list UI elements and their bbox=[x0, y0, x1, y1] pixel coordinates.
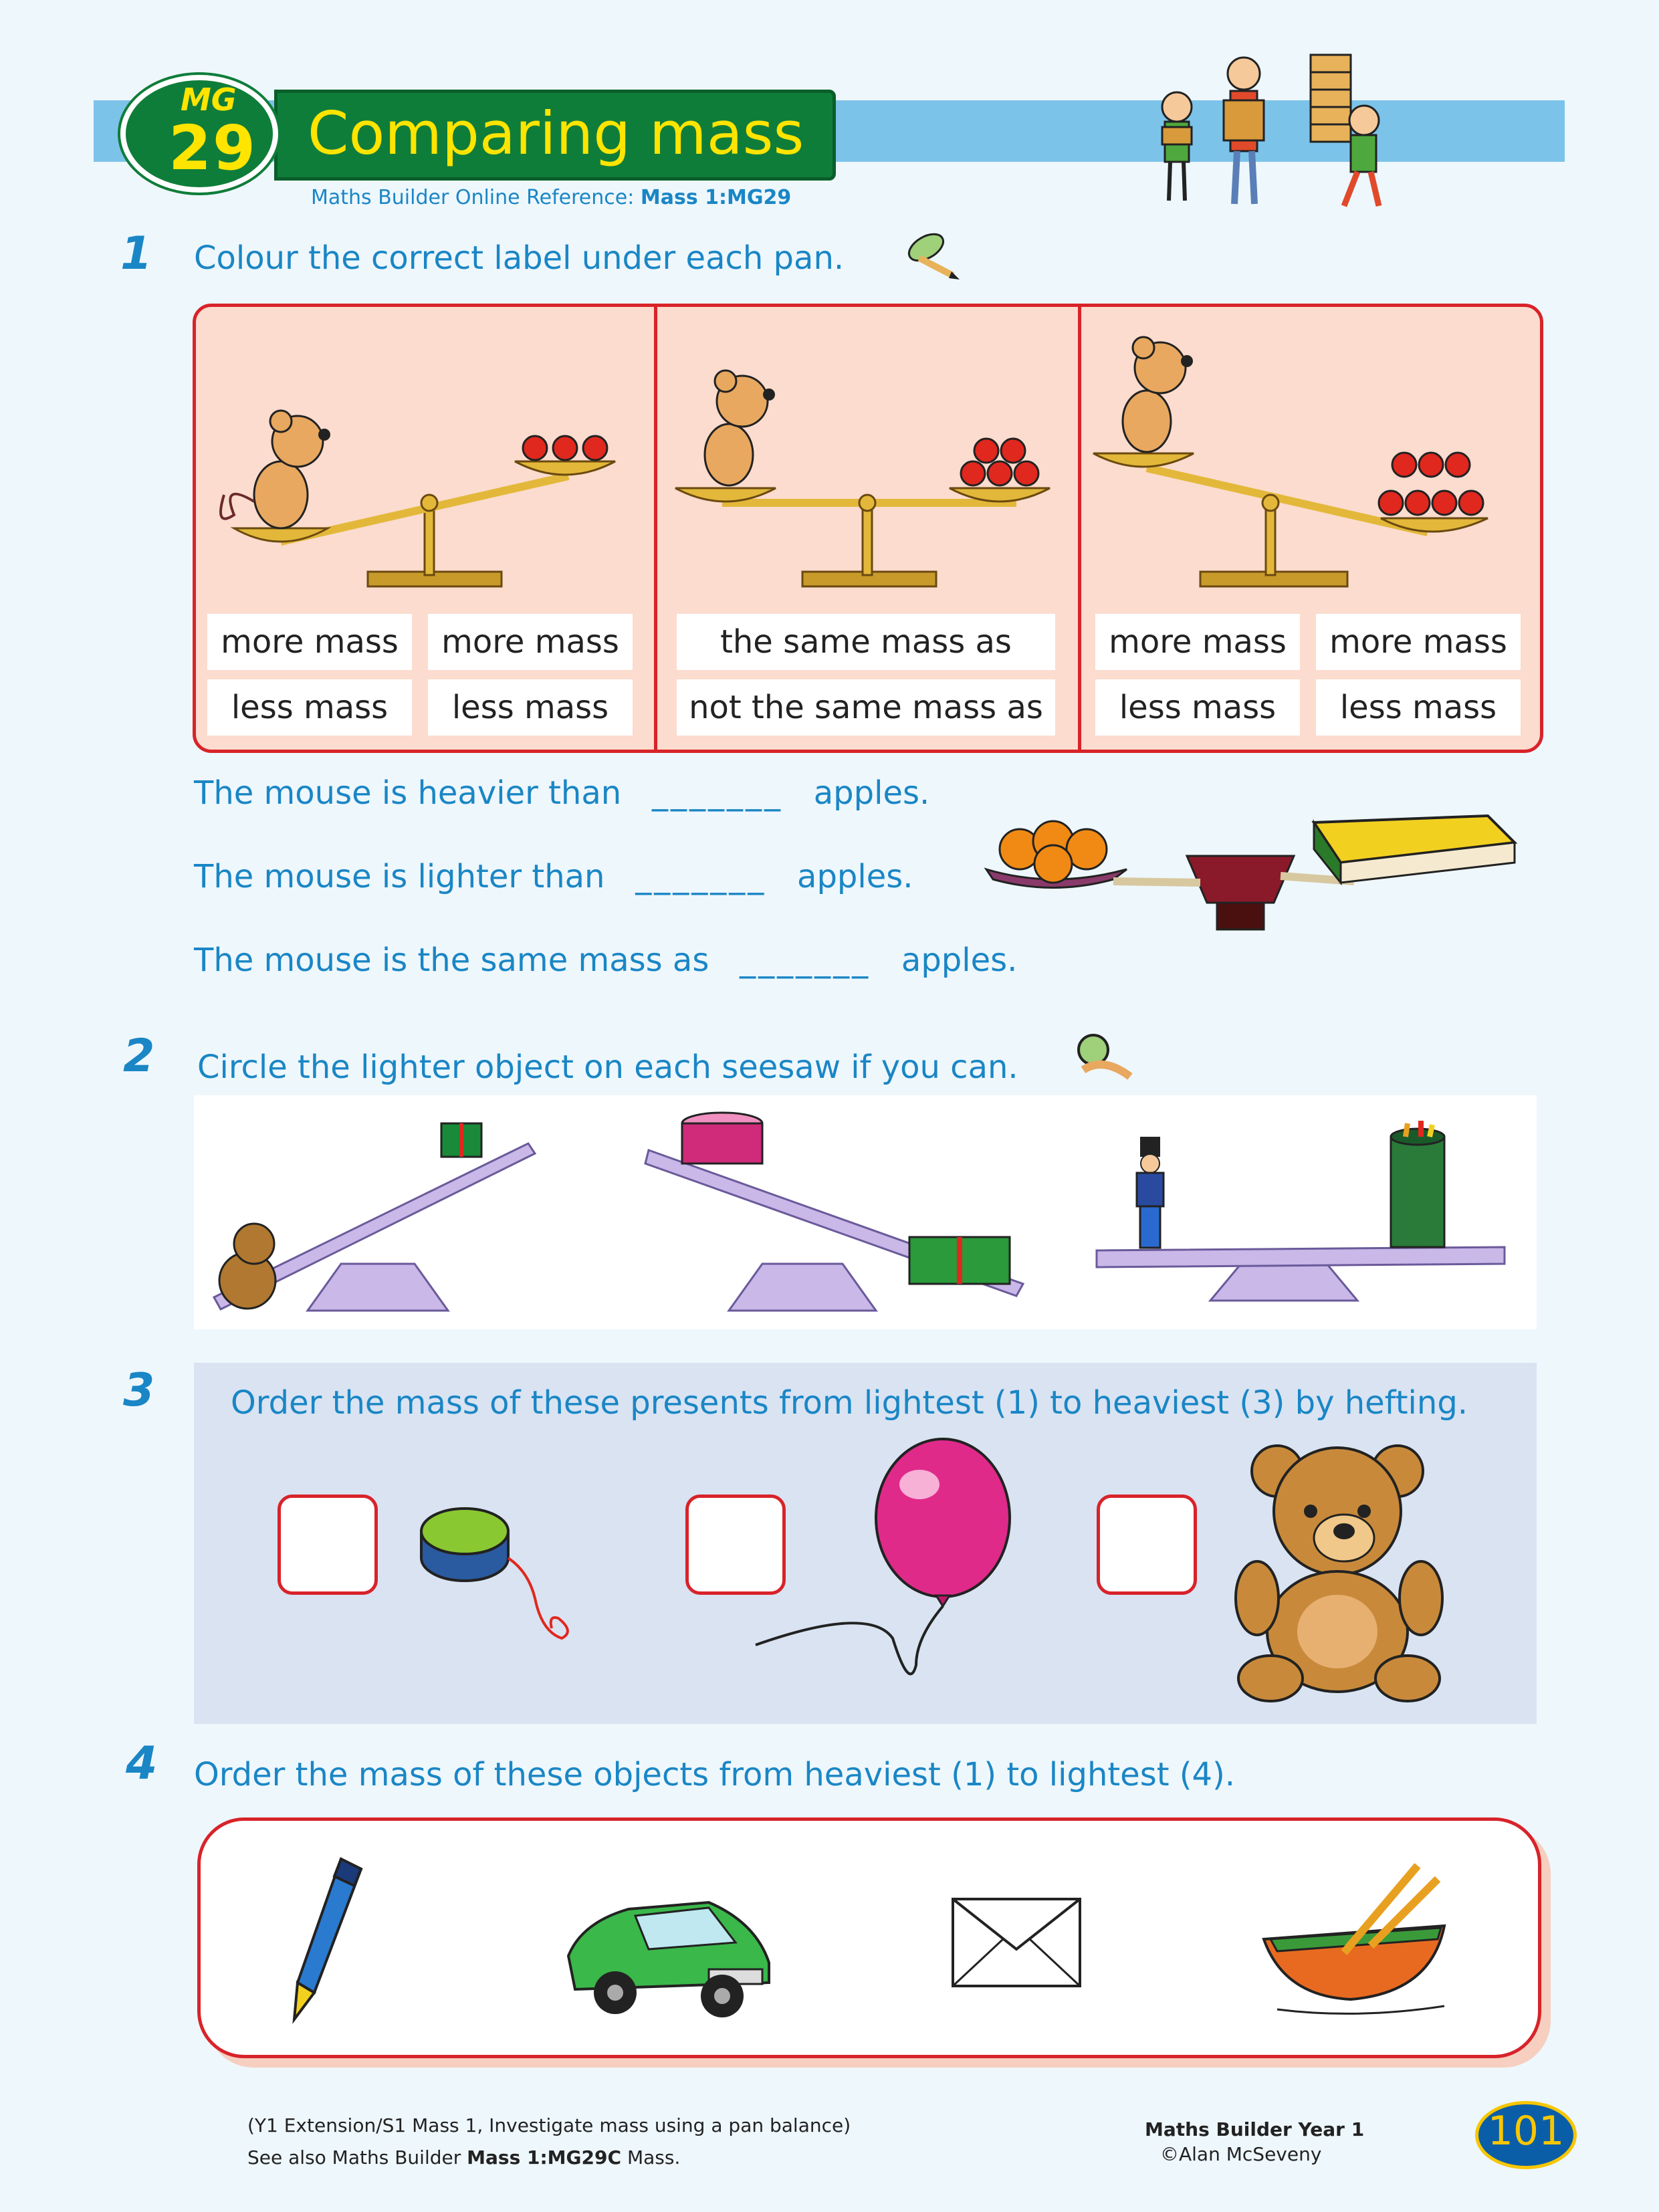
apples-group bbox=[1379, 453, 1483, 515]
online-reference bbox=[311, 186, 791, 209]
question-4-number: 4 bbox=[126, 1737, 158, 1790]
reference-label: Maths Builder Online Reference: bbox=[311, 186, 635, 209]
question-4-instruction: Order the mass of these objects from heaviest (1) to lightest (4). bbox=[194, 1756, 1236, 1793]
apples-group bbox=[961, 439, 1038, 485]
label-more-mass-right[interactable]: more mass bbox=[428, 614, 633, 670]
reference-code: Mass 1:MG29 bbox=[640, 186, 792, 209]
sentence-heavier: The mouse is heavier than _______ apples. bbox=[194, 774, 930, 812]
footer-note-1: (Y1 Extension/S1 Mass 1, Investigate mass using a pan balance) bbox=[247, 2114, 851, 2136]
teddy-bear-illustration bbox=[1230, 1438, 1458, 1705]
mouse-figure bbox=[221, 411, 330, 528]
answer-blank[interactable]: _______ bbox=[635, 858, 767, 895]
answer-blank[interactable]: _______ bbox=[651, 774, 783, 812]
toy-boat-illustration bbox=[1257, 1859, 1458, 2019]
mouse-figure bbox=[1123, 337, 1193, 452]
pen-illustration bbox=[281, 1852, 374, 2026]
label-less-mass-left[interactable]: less mass bbox=[1095, 679, 1300, 736]
balloon-illustration bbox=[749, 1438, 1030, 1698]
question-2-number: 2 bbox=[123, 1030, 155, 1083]
seesaws-illustration bbox=[194, 1097, 1537, 1329]
question-1-number: 1 bbox=[120, 227, 152, 280]
worm-icon bbox=[1070, 1030, 1137, 1083]
answer-blank[interactable]: _______ bbox=[740, 942, 871, 979]
label-more-mass-right[interactable]: more mass bbox=[1316, 614, 1521, 670]
label-same-mass[interactable]: the same mass as bbox=[677, 614, 1055, 670]
panel-divider bbox=[1078, 304, 1081, 753]
book-title: Maths Builder Year 1 bbox=[1145, 2118, 1365, 2140]
pencil-worm-icon bbox=[899, 221, 960, 281]
toy-car-illustration bbox=[555, 1882, 782, 2023]
tall-kid-figure bbox=[1224, 58, 1264, 204]
label-more-mass-left[interactable]: more mass bbox=[1095, 614, 1300, 670]
footer-note-2: See also Maths Builder Mass 1:MG29C Mass. bbox=[247, 2146, 681, 2169]
label-less-mass-right[interactable]: less mass bbox=[428, 679, 633, 736]
question-3-instruction: Order the mass of these presents from lightest (1) to heaviest (3) by hefting. bbox=[231, 1384, 1468, 1422]
seesaw-cake-vs-present bbox=[645, 1113, 1023, 1311]
question-2-instruction: Circle the lighter object on each seesaw if you can. bbox=[197, 1048, 1018, 1086]
small-kid-figure bbox=[1162, 92, 1192, 201]
label-less-mass-left[interactable]: less mass bbox=[207, 679, 412, 736]
oranges-book-balance-illustration bbox=[980, 802, 1528, 956]
badge-prefix: MG bbox=[181, 82, 237, 118]
kids-carrying-boxes-illustration bbox=[1130, 40, 1451, 214]
yoyo-illustration bbox=[415, 1498, 582, 1652]
balance-mouse-vs-3-apples bbox=[207, 328, 642, 609]
answer-box-yoyo[interactable] bbox=[278, 1495, 378, 1595]
label-not-same-mass[interactable]: not the same mass as bbox=[677, 679, 1055, 736]
copyright: ©Alan McSeveny bbox=[1160, 2143, 1322, 2165]
mouse-figure bbox=[705, 370, 775, 485]
apples-group bbox=[523, 436, 607, 460]
kid-with-box-stack-figure bbox=[1311, 55, 1379, 206]
question-1-instruction: Colour the correct label under each pan. bbox=[194, 239, 845, 277]
label-less-mass-right[interactable]: less mass bbox=[1316, 679, 1521, 736]
sentence-lighter: The mouse is lighter than _______ apples. bbox=[194, 858, 913, 895]
page-title: Comparing mass bbox=[308, 99, 804, 168]
seesaw-soldier-vs-pencil-cup bbox=[1097, 1121, 1505, 1301]
badge-number: 29 bbox=[169, 112, 257, 184]
envelope-illustration bbox=[950, 1896, 1083, 1989]
sentence-same-mass: The mouse is the same mass as _______ apples. bbox=[194, 942, 1018, 979]
balance-mouse-vs-5-apples bbox=[662, 328, 1070, 609]
seesaw-teddy-vs-present bbox=[214, 1123, 535, 1311]
label-more-mass-left[interactable]: more mass bbox=[207, 614, 412, 670]
answer-box-teddy[interactable] bbox=[1097, 1495, 1197, 1595]
page-number: 101 bbox=[1487, 2108, 1565, 2154]
panel-divider bbox=[654, 304, 657, 753]
question-3-number: 3 bbox=[123, 1364, 155, 1417]
balance-mouse-vs-7-apples bbox=[1087, 314, 1528, 609]
